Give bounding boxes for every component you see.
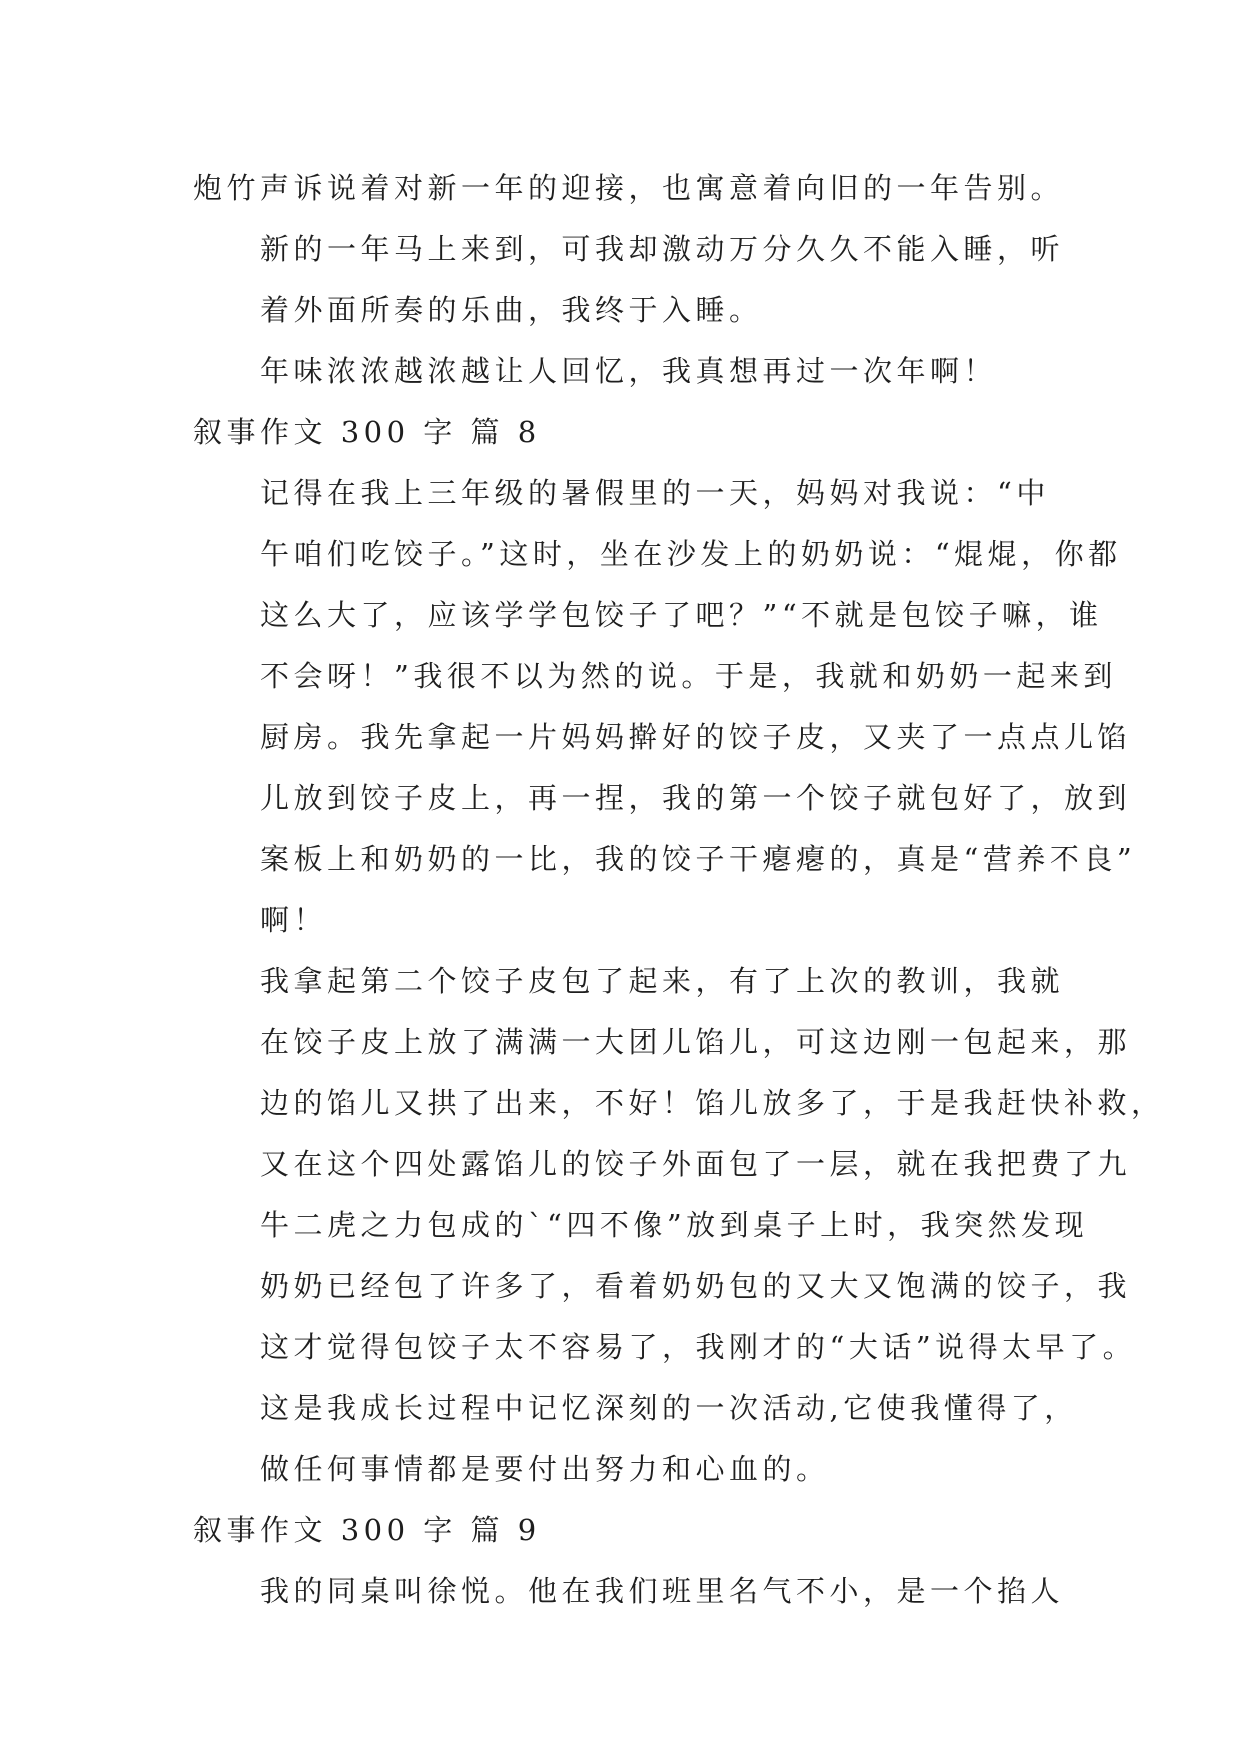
text-line: 新的一年马上来到，可我却激动万分久久不能入睡，听 xyxy=(260,232,1065,266)
text-line: 边的馅儿又拱了出来，不好！馅儿放多了，于是我赶快补救， xyxy=(260,1086,1165,1120)
text-line: 年味浓浓越浓越让人回忆，我真想再过一次年啊！ xyxy=(260,354,998,388)
text-line: 炮竹声诉说着对新一年的迎接，也寓意着向旧的一年告别。 xyxy=(193,171,1065,205)
text-line: 厨房。我先拿起一片妈妈擀好的饺子皮，又夹了一点点儿馅 xyxy=(260,720,1132,754)
text-line: 又在这个四处露馅儿的饺子外面包了一层，就在我把费了九 xyxy=(260,1147,1132,1181)
paragraph xyxy=(193,158,1065,219)
text-line: 我拿起第二个饺子皮包了起来，有了上次的教训，我就 xyxy=(260,964,1065,998)
text-line: 奶奶已经包了许多了，看着奶奶包的又大又饱满的饺子，我 xyxy=(260,1269,1132,1303)
paragraph xyxy=(193,1561,1065,1622)
paragraph xyxy=(193,219,1065,341)
text-line: 案板上和奶奶的一比，我的饺子干瘪瘪的，真是“营养不良” xyxy=(260,842,1137,876)
text-line: 儿放到饺子皮上，再一捏，我的第一个饺子就包好了，放到 xyxy=(260,781,1132,815)
text-line: 啊！ xyxy=(260,903,328,937)
section-heading xyxy=(193,1500,1053,1561)
text-line: 牛二虎之力包成的`“四不像”放到桌子上时，我突然发现 xyxy=(260,1208,1089,1242)
paragraph xyxy=(193,1378,1078,1500)
text-line: 记得在我上三年级的暑假里的一天，妈妈对我说：“中 xyxy=(260,476,1050,510)
text-line: 不会呀！”我很不以为然的说。于是，我就和奶奶一起来到 xyxy=(260,659,1117,693)
section-heading xyxy=(193,402,1053,463)
text-line: 我的同桌叫徐悦。他在我们班里名气不小，是一个掐人 xyxy=(260,1574,1065,1608)
text-line: 着外面所奏的乐曲，我终于入睡。 xyxy=(260,293,763,327)
text-line: 在饺子皮上放了满满一大团儿馅儿，可这边刚一包起来，那 xyxy=(260,1025,1132,1059)
text-line: 午咱们吃饺子。”这时，坐在沙发上的奶奶说：“焜焜，你都 xyxy=(260,537,1122,571)
text-line: 做任何事情都是要付出努力和心血的。 xyxy=(260,1452,830,1486)
text-line: 叙事作文 300 字 篇 8 xyxy=(193,415,541,449)
text-line: 这才觉得包饺子太不容易了，我刚才的“大话”说得太早了。 xyxy=(260,1330,1137,1364)
text-line: 这是我成长过程中记忆深刻的一次活动,它使我懂得了， xyxy=(260,1391,1078,1425)
document-body xyxy=(193,158,1165,1622)
text-line: 这么大了，应该学学包饺子了吧？”“不就是包饺子嘛，谁 xyxy=(260,598,1103,632)
text-line: 叙事作文 300 字 篇 9 xyxy=(193,1513,541,1547)
paragraph xyxy=(193,951,1165,1378)
paragraph xyxy=(193,463,1137,951)
paragraph xyxy=(193,341,1053,402)
